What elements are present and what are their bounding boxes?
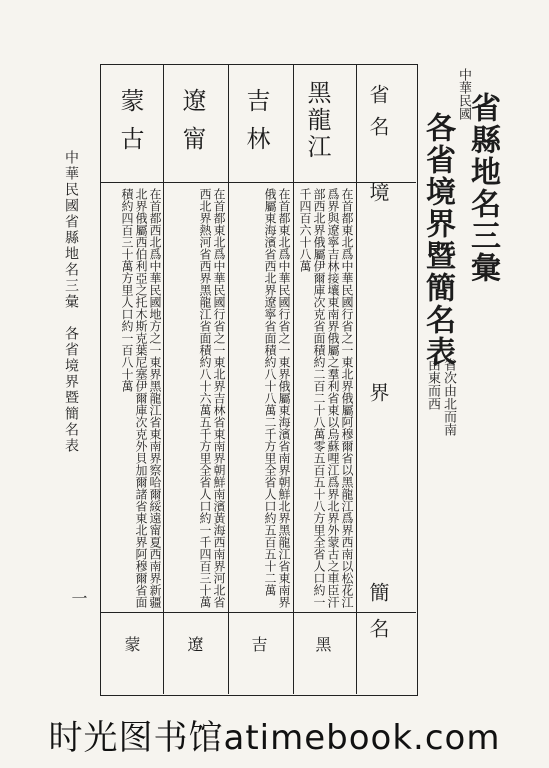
province-name-mongolia: 蒙古 bbox=[116, 88, 144, 164]
header-province: 省名 bbox=[366, 84, 390, 148]
column-rule bbox=[163, 64, 164, 694]
column-rule bbox=[293, 64, 294, 694]
border-text-heilongjiang: 在首都東北爲中華民國行省之一東北界俄屬阿穆爾省以黑龍江爲界西南以松花江爲界與遼寧吉林接壤東南界俄屬之羣利省東以烏蘇哩江爲界北界外蒙古之車臣汗部西北界俄屬伊爾庫次克省面積約二百二十八萬零五百五十八方里全省人口約一千四百六十八萬 bbox=[298, 188, 354, 608]
border-text-mongolia: 在首都西北爲中華民國地方之一東界黑龍江省東南界察哈爾綏遠甯夏西南界新疆北界俄屬西伯利亞之托木斯克葉尼塞伊爾庫次克外貝加爾諸省東北界阿穆爾省面積約四百三十萬方里人口約一百八十萬 bbox=[120, 188, 162, 608]
column-rule bbox=[356, 64, 357, 694]
abbr-jilin: 吉 bbox=[249, 636, 268, 652]
publisher-line: 中華民國 bbox=[456, 68, 471, 120]
page-number: 一 bbox=[69, 590, 88, 606]
abbr-mongolia: 蒙 bbox=[122, 636, 141, 652]
subtitle: 各省境界暨簡名表 bbox=[420, 112, 455, 368]
header-abbr: 簡名 bbox=[366, 582, 390, 654]
abbr-liaoning: 遼 bbox=[185, 636, 204, 652]
province-name-jilin: 吉林 bbox=[242, 88, 270, 164]
running-title: 中華民國省縣地名三彙 各省境界暨簡名表 bbox=[63, 150, 79, 454]
abbr-heilongjiang: 黑 bbox=[313, 636, 332, 652]
header-border: 境界 bbox=[366, 182, 390, 582]
border-text-jilin: 在首都東北爲中華民國行省之一東界俄屬東海濱省南界朝鮮北界黑龍江省東南界俄屬東海濱省西北界遼寧省面積約八十八萬二千方里全省人口約五百五十二萬 bbox=[263, 188, 291, 608]
watermark-text: 时光图书馆atimebook.com bbox=[48, 717, 501, 758]
border-text-liaoning: 在首都東北爲中華民國行省之一東北界吉林省東南界朝鮮南濱黃海西南界河北省西北界熱河省西界黑龍江省面積約八十六萬五千方里全省人口約一千四百三十萬 bbox=[198, 188, 226, 608]
column-rule bbox=[228, 64, 229, 694]
main-title: 省縣地名三彙 bbox=[465, 92, 500, 284]
province-name-heilongjiang: 黑龍江 bbox=[303, 80, 331, 161]
province-name-liaoning: 遼甯 bbox=[178, 88, 206, 164]
side-note: 省次由北而南由東而西 bbox=[425, 358, 456, 436]
